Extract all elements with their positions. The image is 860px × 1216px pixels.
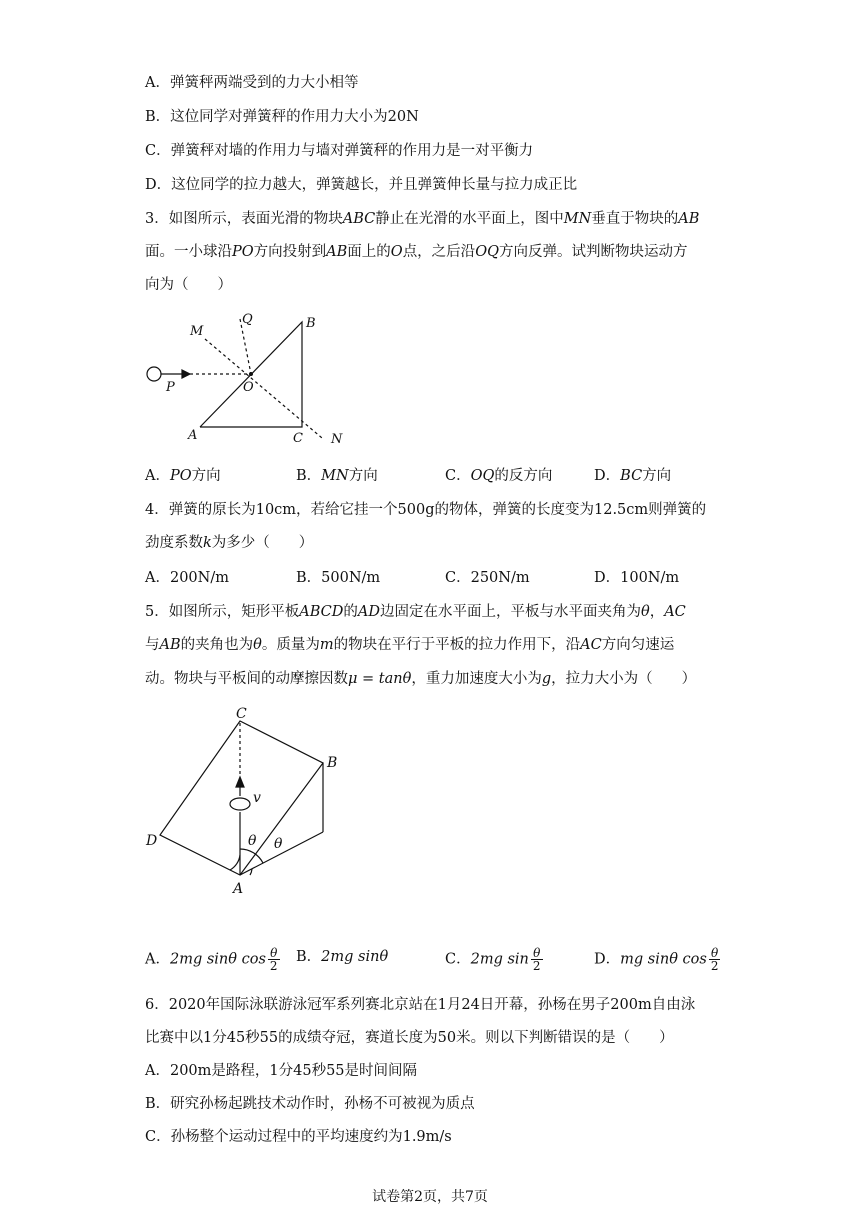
q3-option-b: B．MN方向 bbox=[296, 468, 378, 484]
q3-label-p: P bbox=[166, 380, 175, 395]
q3-label-o: O bbox=[243, 380, 254, 395]
q4-option-a: A．200N/m bbox=[145, 570, 229, 586]
q5-figure bbox=[140, 705, 360, 900]
q5-label-v: v bbox=[253, 790, 261, 806]
q3-option-d: D．BC方向 bbox=[594, 468, 672, 484]
q5-label-a: A bbox=[233, 881, 244, 897]
q6-option-b: B．研究孙杨起跳技术动作时，孙杨不可被视为质点 bbox=[145, 1096, 475, 1112]
q4-option-c: C．250N/m bbox=[445, 570, 530, 586]
q3-label-c: C bbox=[293, 431, 303, 446]
q5-option-c: C．2mg sin $\frac{\theta}{2}$ bbox=[445, 946, 541, 973]
q3-figure bbox=[140, 305, 360, 450]
q5-option-d: D．mg sinθ cos $\frac{\theta}{2}$ bbox=[594, 946, 719, 973]
q3-stem-line-1: 3．如图所示，表面光滑的物块ABC静止在光滑的水平面上，图中MN垂直于物块的AB bbox=[145, 211, 700, 227]
q5-label-theta-1: θ bbox=[248, 833, 257, 849]
q6-stem-line-1: 6．2020年国际泳联游泳冠军系列赛北京站在1月24日开幕，孙杨在男子200m自由泳 bbox=[145, 997, 696, 1013]
q3-label-q: Q bbox=[242, 312, 253, 327]
q3-label-b: B bbox=[306, 316, 316, 331]
q5-stem-line-1: 5．如图所示，矩形平板ABCD的AD边固定在水平面上，平板与水平面夹角为θ，AC bbox=[145, 604, 686, 620]
q3-label-a: A bbox=[188, 428, 198, 443]
q2-option-b: B．这位同学对弹簧秤的作用力大小为20N bbox=[145, 109, 419, 125]
q6-option-c: C．孙杨整个运动过程中的平均速度约为1.9m/s bbox=[145, 1129, 452, 1145]
q5-label-theta-2: θ bbox=[274, 836, 283, 852]
q3-label-n: N bbox=[331, 432, 343, 447]
q5-stem-line-2: 与AB的夹角也为θ。质量为m的物块在平行于平板的拉力作用下，沿AC方向匀速运 bbox=[145, 637, 675, 653]
q3-option-c: C．OQ的反方向 bbox=[445, 468, 553, 484]
q2-option-d: D．这位同学的拉力越大，弹簧越长，并且弹簧伸长量与拉力成正比 bbox=[145, 177, 578, 193]
q5-block bbox=[230, 798, 250, 810]
q4-option-d: D．100N/m bbox=[594, 570, 680, 586]
q5-label-d: D bbox=[146, 833, 158, 849]
q6-option-a: A．200m是路程，1分45秒55是时间间隔 bbox=[145, 1063, 418, 1079]
q5-option-b: B．2mg sinθ bbox=[296, 949, 389, 965]
q6-stem-line-2: 比赛中以1分45秒55的成绩夺冠，赛道长度为50米。则以下判断错误的是（ ） bbox=[145, 1030, 674, 1046]
q5-label-b: B bbox=[327, 755, 338, 771]
q3-stem-line-2: 面。一小球沿PO方向投射到AB面上的O点，之后沿OQ方向反弹。试判断物块运动方 bbox=[145, 244, 688, 260]
q2-option-a: A．弹簧秤两端受到的力大小相等 bbox=[145, 75, 359, 91]
q2-option-c: C．弹簧秤对墙的作用力与墙对弹簧秤的作用力是一对平衡力 bbox=[145, 143, 534, 159]
page-footer: 试卷第2页，共7页 bbox=[372, 1189, 488, 1205]
q3-option-a: A．PO方向 bbox=[145, 468, 221, 484]
q4-stem-line-2: 劲度系数k为多少（ ） bbox=[145, 535, 314, 551]
q4-option-b: B．500N/m bbox=[296, 570, 381, 586]
q3-stem-line-3: 向为（ ） bbox=[145, 277, 232, 293]
q5-stem-line-3: 动。物块与平板间的动摩擦因数μ = tanθ，重力加速度大小为g，拉力大小为（ ） bbox=[145, 671, 697, 687]
q3-ball bbox=[147, 367, 161, 381]
q4-stem-line-1: 4．弹簧的原长为10cm，若给它挂一个500g的物体，弹簧的长度变为12.5cm则弹簧的 bbox=[145, 502, 707, 518]
q5-label-c: C bbox=[236, 706, 247, 722]
q3-label-m: M bbox=[190, 324, 204, 339]
q5-option-a: A．2mg sinθ cos $\frac{\theta}{2}$ bbox=[145, 946, 278, 973]
